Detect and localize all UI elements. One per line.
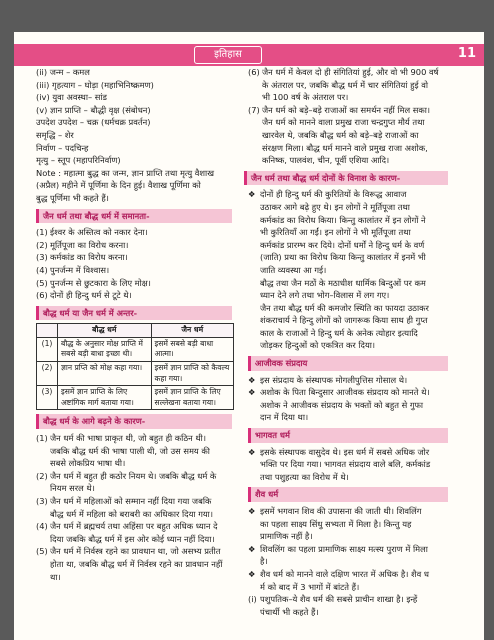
bhagavat-list: [248, 446, 448, 484]
section-title: इतिहास: [194, 46, 262, 64]
bhagavat-heading: भागवत धर्म: [248, 428, 448, 443]
item-marker: (3): [36, 496, 48, 506]
item-text: काल के राजाओं ने हिन्दु धर्म के अनेक त्योहार इत्यादि: [260, 327, 418, 338]
ajivika-heading: आजीवक संप्रदाय: [248, 356, 448, 371]
item-text: जाति व्यवस्था आ गई।: [260, 264, 327, 275]
text-line: [248, 226, 448, 239]
text-line: [248, 555, 448, 568]
buddhism-cell: ज्ञान प्रप्ति को मोक्ष कहा गया।: [58, 362, 152, 386]
item-text: दोनों ही हिन्दु धर्म से टूटे थे।: [50, 290, 132, 301]
item-marker: (6): [36, 290, 48, 301]
item-text: पुनर्जन्म से छुटकारा के लिए मोक्ष।: [50, 277, 151, 288]
item-text: जैन धर्म में केवल दो ही संगितियां हुई, और वो भी 900 वर्ष: [262, 67, 439, 77]
text-line: [36, 533, 232, 546]
text-line: [248, 239, 448, 252]
text-line: [248, 411, 448, 424]
item-text: शंकराचार्य ने हिन्दु लोगों को जागरूक किया साथ ही गुप्त: [260, 315, 428, 326]
text-line: [248, 458, 448, 471]
item-text: कर्मकांड का विरोध किया। किन्तु कालांतर में इन लोगों ने: [260, 214, 426, 225]
text-line: [36, 239, 232, 252]
item-text: अशोक के पिता बिन्दुसार आजीवक संप्रदाय को मानते थे।: [260, 387, 430, 398]
item-text: कर्मकांड का विरोध करना।: [50, 252, 128, 263]
item-text: जैन धर्म को मानने वाला प्रमुख राजा चन्द्रगुप्त मौर्य तथा: [262, 117, 425, 128]
growth-heading: बौद्ध धर्म के आगे बढ़ने के कारण-: [36, 414, 232, 429]
item-marker: (5): [36, 546, 48, 557]
item-text: दोनों ही हिन्दु धर्म की कुरितियों के विरूद्ध आवाज: [260, 189, 407, 200]
item-text: प्रामाणिक नहीं है।: [260, 531, 313, 542]
decline-heading: जैन धर्म तथा बौद्ध धर्म दोनों के विनाश के कारण-: [244, 171, 448, 186]
item-marker: ❖: [248, 568, 256, 579]
item-text: अशोक ने आजीवक संप्रदाय के भक्तों को बहुत से गुफा: [260, 399, 424, 410]
text-line: [248, 79, 448, 92]
item-text: खारवेल थे, जबकि बौद्ध धर्म को बड़े–बड़े राजाओं का: [262, 129, 419, 140]
text-line: (v) ज्ञान प्राप्ति – बौद्धी वृक्ष (संबोधन): [36, 104, 151, 115]
item-text: कनिष्क, पालवंश, चीन, पूर्वी एशिया आदि।: [262, 155, 390, 166]
item-marker: (4): [36, 521, 48, 532]
text-line: [248, 129, 448, 142]
item-marker: ❖: [248, 543, 256, 554]
text-line: [248, 116, 448, 129]
item-text: ईश्वर के अस्तित्व को नकार देना।: [50, 227, 148, 238]
ajivika-list: [248, 374, 448, 424]
item-marker: (1): [36, 227, 48, 238]
row-number: (3): [37, 386, 58, 410]
item-text: जोड़कर हिन्दुओं को एकत्रित कर दिया।: [260, 340, 376, 351]
text-line: (अप्रैल) महीने में पूर्णिमा के दिन हुई। वैशाख पूर्णिमा को: [36, 180, 201, 191]
item-text: जैन तथा बौद्ध धर्म की कमजोर स्थिति का फायदा उठाकर: [260, 302, 429, 313]
text-line: [36, 470, 232, 483]
text-line: [248, 568, 448, 581]
text-line: [248, 581, 448, 594]
item-text: (जाति) प्रथा का विरोध किया किन्तु कालांतर में इनमें भी: [260, 252, 426, 263]
text-line: मृत्यु – स्तूप (महापरिनिर्वाण): [36, 155, 121, 166]
text-line: [36, 571, 232, 584]
table-header-jainism: जैन धर्म: [151, 324, 233, 338]
item-text: ध्यान देने लगे तथा भोग–विलास में लग गए।: [260, 290, 390, 301]
item-text: मूर्तिपूजा का विरोध करना।: [50, 239, 129, 250]
item-text: जैन धर्म में ब्रह्मचर्य तथा अहिंसा पर बहुत अधिक ध्यान दे: [50, 521, 218, 532]
item-text: जैन धर्म को बड़े–बड़े राजाओं का समर्थन नहीं मिल सका।: [262, 104, 431, 115]
page-number: 11: [457, 46, 476, 61]
text-line: [36, 264, 232, 277]
text-line: [248, 374, 448, 387]
item-text: दान में दिया था।: [260, 412, 309, 423]
item-text: शिवलिंग का पहला प्रामाणिक साक्ष्य मत्स्य पुराण में मिला: [260, 543, 428, 554]
item-text: भक्ति पर दिया गया। भागवत संप्रदाय वाले बलि, कर्मकांड: [260, 459, 431, 470]
item-marker: ❖: [248, 189, 256, 200]
jainism-cell: इसमें सबसे बड़ी बाधा आत्मा।: [151, 337, 233, 361]
item-text: है।: [260, 556, 268, 567]
item-text: था।: [50, 571, 61, 582]
page-header: [14, 44, 484, 66]
item-marker: ❖: [248, 374, 256, 385]
text-line: [248, 446, 448, 459]
item-text: जैन धर्म में निर्वस्त्र रहने का प्रावधान था, जो असभ्य प्रतीत: [50, 546, 221, 557]
jainism-cell: इसमें ज्ञान प्राप्ति को कैवल्य कहा गया।: [151, 362, 233, 386]
text-line: [36, 482, 232, 495]
item-text: पंचार्थी भी कहते हैं।: [260, 606, 319, 617]
item-text: बौद्ध धर्म में महिला को बराबरी का अधिकार दिया गया।: [50, 508, 213, 519]
buddhism-cell: बौद्ध के अनुसार मोक्ष प्राप्ति में सबसे बड़ी बाधा इच्छा थी।: [58, 337, 152, 361]
similarity-heading: जैन धर्म तथा बौद्ध धर्म में समानता-: [36, 209, 232, 224]
right-column: [248, 66, 448, 618]
text-line: [36, 277, 232, 290]
text-line: [36, 520, 232, 533]
item-marker: ❖: [248, 387, 256, 398]
item-text: जैन धर्म में बहुत ही कठोर नियम थे। जबकि बौद्ध धर्म के: [50, 470, 217, 481]
text-line: [36, 226, 232, 239]
text-line: [36, 251, 232, 264]
text-line: [248, 399, 448, 412]
growth-list: [36, 432, 232, 583]
growth-continued-list: [248, 66, 448, 167]
text-line: [248, 91, 448, 104]
text-line: (iv) युवा अवस्था– सांड: [36, 92, 107, 103]
item-text: उठाकर आगे बढ़े हुए थे। इन लोगों ने मूर्तिपूजा तथा: [260, 201, 410, 212]
text-line: Note : महात्मा बुद्ध का जन्म, ज्ञान प्राप्ति तथा मृत्यु वैशाख: [36, 167, 214, 178]
item-text: संरक्षण मिला। बौद्ध धर्म मानने वाले प्रमुख राजा अशोक,: [262, 142, 428, 153]
decline-list: [248, 188, 448, 352]
item-text: जबकि बौद्ध धर्म की भाषा पाली थी, जो उस समय की: [50, 445, 210, 456]
item-text: दिया जबकि बौद्ध धर्म में इस ओर कोई ध्यान नहीं दिया।: [50, 533, 215, 544]
item-marker: (1): [36, 433, 48, 444]
similarity-list: [36, 226, 232, 302]
text-line: (ii) जन्म – कमल: [36, 67, 90, 77]
item-text: कर्मकांड प्रारम्भ कर दिये। दोनों धर्मों ने हिन्दु धर्म के वर्ण: [260, 239, 425, 250]
text-line: [248, 302, 448, 315]
item-marker: (6): [248, 67, 260, 77]
table-header-row: [37, 324, 234, 338]
text-line: [248, 505, 448, 518]
table-row: [37, 362, 234, 386]
text-line: [248, 471, 448, 484]
row-number: (2): [37, 362, 58, 386]
item-text: इस संप्रदाय के संस्थापक मोगलीपुत्तिस गोसाल थे।: [260, 374, 408, 385]
text-line: [248, 201, 448, 214]
text-line: [36, 495, 232, 508]
text-line: [248, 339, 448, 352]
item-marker: (2): [36, 239, 48, 250]
table-row: [37, 337, 234, 361]
text-line: [36, 289, 232, 302]
item-marker: (2): [36, 470, 48, 481]
text-line: (iii) गृहत्याग – घोड़ा (महाभिनिष्क्रमण): [36, 79, 154, 90]
text-line: उपदेश उपदेश – चक्र (धर्मचक्र प्रवर्तन): [36, 117, 151, 128]
text-line: [36, 457, 232, 470]
text-line: [248, 386, 448, 399]
book-page: [14, 32, 484, 640]
item-marker: (5): [36, 277, 48, 288]
item-marker: (i): [248, 594, 257, 605]
text-line: [248, 314, 448, 327]
text-line: [248, 251, 448, 264]
text-line: [248, 593, 448, 606]
item-marker: ❖: [248, 446, 256, 457]
text-line: [248, 606, 448, 619]
text-line: [248, 264, 448, 277]
table-header-buddhism: बौद्ध धर्म: [58, 324, 152, 338]
text-line: [248, 518, 448, 531]
text-line: [36, 558, 232, 571]
item-marker: (3): [36, 252, 48, 263]
text-line: [36, 545, 232, 558]
difference-table: [36, 323, 234, 410]
jainism-cell: इसमें ज्ञान प्राप्ति के लिए सल्लेखना बताया गया।: [151, 386, 233, 410]
item-text: भी 100 वर्ष के अंतराल पर।: [262, 92, 349, 103]
item-text: जैन धर्म की भाषा प्राकृत थी, जो बहुत ही कठिन थी।: [50, 433, 206, 444]
buddhism-cell: इसमें ज्ञान प्राप्ति के लिए अष्टांगिक मार्ग बताया गया।: [58, 386, 152, 410]
text-line: [248, 154, 448, 167]
shaiva-heading: शैव धर्म: [248, 487, 448, 502]
text-line: [248, 543, 448, 556]
shaiva-list: [248, 505, 448, 618]
item-text: तथा पशुहत्या का विरोध में थे।: [260, 471, 349, 482]
item-marker: (4): [36, 264, 48, 275]
text-line: [36, 432, 232, 445]
row-number: (1): [37, 337, 58, 361]
item-text: जैन धर्म में महिलाओं को सम्मान नहीं दिया गया जबकि: [50, 496, 212, 506]
item-text: इसमें भगवान शिव की उपासना की जाती थी। शिवलिंग: [260, 506, 422, 516]
text-line: [36, 445, 232, 458]
item-text: होता था, जबकि बौद्ध धर्म में निर्वस्त्र रहने का प्रावधान नहीं: [50, 558, 223, 569]
table-row: [37, 386, 234, 410]
text-line: [248, 142, 448, 155]
difference-heading: बौद्ध धर्म या जैन धर्म में अन्तर-: [36, 306, 232, 321]
item-text: इसके संस्थापक वासुदेव थे। इस धर्म में सबसे अधिक जोर: [260, 446, 430, 457]
text-line: [248, 327, 448, 340]
item-text: सबसे लोकप्रिय भाषा थी।: [50, 458, 126, 469]
item-marker: ❖: [248, 506, 256, 516]
item-text: भी कुरितियाँ आ गईं। इन लोगों ने भी मूर्तिपूजा तथा: [260, 227, 411, 238]
symbols-list: [36, 66, 232, 205]
text-line: [248, 104, 448, 117]
text-line: [248, 214, 448, 227]
text-line: समृद्धि – शेर: [36, 129, 74, 140]
table-header-blank: [37, 324, 58, 338]
text-line: [248, 188, 448, 201]
item-text: र्म को बाद में 3 भागों में बांटते हैं।: [260, 581, 360, 592]
text-line: [36, 508, 232, 521]
item-text: के अंतराल पर, जबकि बौद्ध धर्म में चार संगितियां हुई वो: [262, 79, 429, 90]
item-text: पुनर्जन्म में विश्वास।: [50, 264, 110, 275]
text-line: [248, 66, 448, 79]
left-column: [36, 66, 232, 583]
item-text: पशुपतिक–ये शैव धर्म की सबसे प्राचीन शाखा है। इन्हें: [260, 594, 418, 605]
item-text: शैव धर्म को मानने वाले दक्षिण भारत में अधिक है। शैव ध: [260, 568, 429, 579]
text-line: बुद्ध पूर्णिमा भी कहते हैं।: [36, 192, 109, 203]
item-marker: (7): [248, 104, 260, 115]
item-text: का पहला साक्ष्य सिंधु सभ्यता में मिला है। किन्तु यह: [260, 518, 412, 529]
text-line: [248, 289, 448, 302]
text-line: [248, 530, 448, 543]
text-line: निर्वाण – पदचिन्ह: [36, 142, 89, 153]
item-text: नियम सरल थे।: [50, 483, 95, 494]
text-line: [248, 277, 448, 290]
item-text: बौद्ध तथा जैन मठों के मठाधीश धार्मिक बिन्दुओं पर कम: [260, 277, 426, 288]
